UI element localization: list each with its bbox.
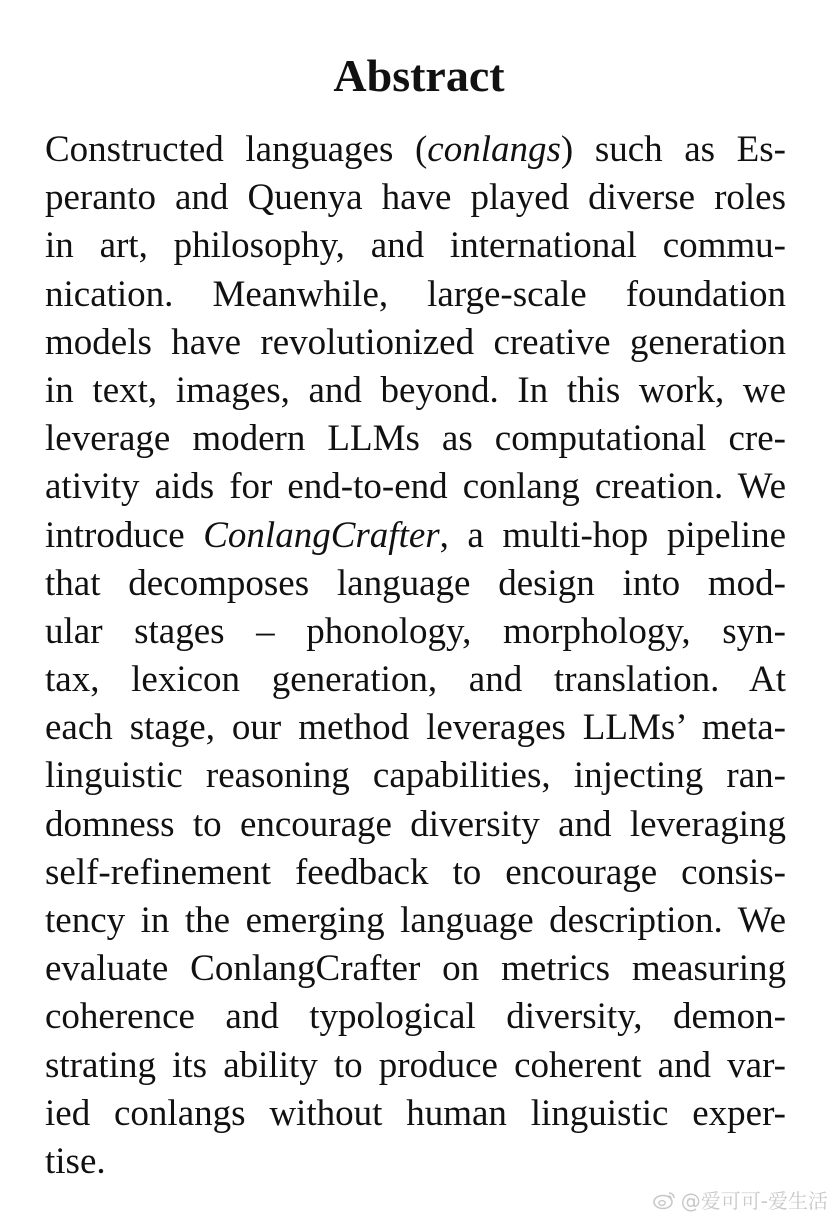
abstract-line: models have revolutionized creative generation (45, 321, 786, 363)
weibo-icon (653, 1190, 677, 1210)
abstract-title: Abstract (333, 50, 505, 101)
abstract-line: Constructed languages (conlangs) such as Es- (45, 129, 786, 170)
abstract-line: in art, philosophy, and international commu- (45, 225, 786, 267)
abstract-line: tency in the emerging language description. We (45, 900, 786, 941)
abstract-line: introduce ConlangCrafter, a multi-hop pipeline (45, 514, 787, 556)
abstract-line: evaluate ConlangCrafter on metrics measuring (45, 948, 786, 990)
abstract-line: domness to encourage diversity and leveraging (45, 803, 786, 845)
abstract-line: self-refinement feedback to encourage consis- (45, 851, 786, 893)
abstract-line: in text, images, and beyond. In this work, we (45, 369, 786, 411)
watermark-text: @爱可可-爱生活 (680, 1189, 828, 1213)
abstract-line: each stage, our method leverages LLMs’ meta- (45, 707, 786, 749)
abstract-line: coherence and typological diversity, demon- (45, 996, 786, 1038)
abstract-body (45, 126, 786, 1186)
abstract-line: ied conlangs without human linguistic exper- (45, 1092, 786, 1134)
abstract-line: that decomposes language design into mod- (45, 562, 786, 604)
abstract-line: tax, lexicon generation, and translation. At (45, 659, 786, 701)
abstract-line: ular stages – phonology, morphology, syn- (45, 610, 786, 652)
abstract-line: peranto and Quenya have played diverse roles (45, 177, 786, 219)
abstract-line: leverage modern LLMs as computational cre- (45, 418, 786, 460)
abstract-line: nication. Meanwhile, large-scale foundation (45, 273, 786, 315)
abstract-line: linguistic reasoning capabilities, injecting ran- (45, 755, 786, 797)
abstract-line: ativity aids for end-to-end conlang creation. We (45, 466, 786, 508)
abstract-line: tise. (45, 1140, 106, 1182)
watermark (653, 1185, 828, 1214)
abstract-line: strating its ability to produce coherent and var- (45, 1044, 786, 1086)
